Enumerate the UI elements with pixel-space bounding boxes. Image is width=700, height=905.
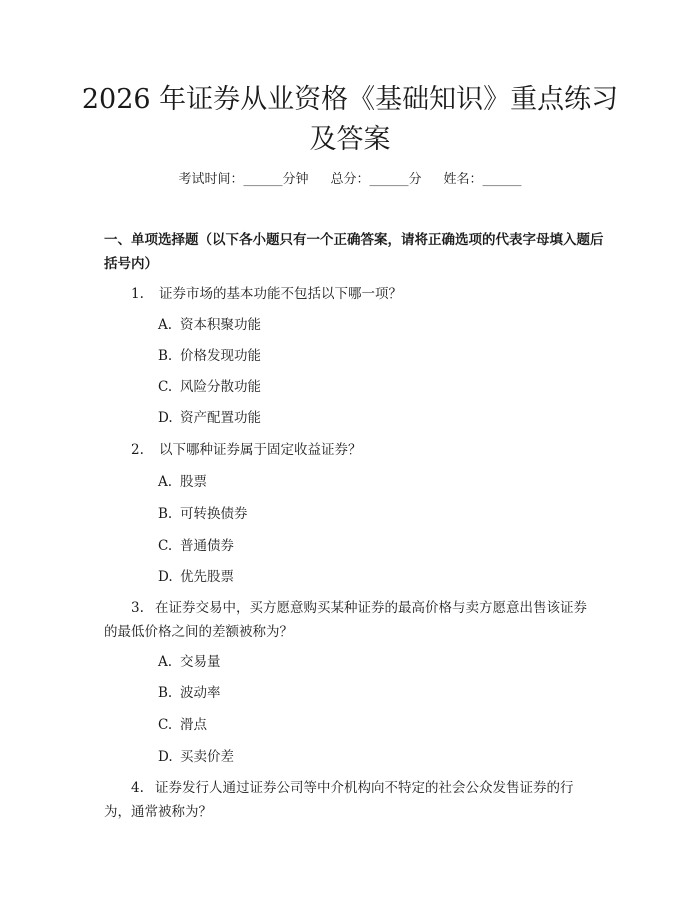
question xyxy=(104,776,594,824)
question-text: 证券市场的基本功能不包括以下哪一项？ xyxy=(159,286,402,302)
option-letter: C. xyxy=(158,379,173,395)
option xyxy=(158,652,221,672)
option-letter: D. xyxy=(158,410,173,426)
exam-time-label: 考试时间：______分钟 xyxy=(178,172,309,187)
option-letter: A. xyxy=(158,474,173,490)
option xyxy=(158,504,248,524)
option xyxy=(158,567,234,587)
option-letter: B. xyxy=(158,348,173,364)
option-letter: C. xyxy=(158,717,173,733)
option-text: 滑点 xyxy=(180,717,207,733)
option xyxy=(158,377,261,397)
total-score-label: 总分：______分 xyxy=(330,172,422,187)
name-label: 姓名：______ xyxy=(443,172,522,187)
option-text: 波动率 xyxy=(180,685,221,701)
question-number: 2. xyxy=(131,442,144,458)
option-text: 股票 xyxy=(180,474,207,490)
option xyxy=(158,747,234,767)
question-text: 以下哪种证券属于固定收益证券？ xyxy=(159,442,362,458)
option-text: 资产配置功能 xyxy=(180,410,261,426)
option-letter: A. xyxy=(158,654,173,670)
section-heading: 一、单项选择题（以下各小题只有一个正确答案，请将正确选项的代表字母填入题后括号内） xyxy=(104,232,604,272)
option-text: 可转换债券 xyxy=(180,506,248,522)
option xyxy=(158,536,234,556)
question-text: 证券发行人通过证券公司等中介机构向不特定的社会公众发售证券的行为，通常被称为？ xyxy=(104,780,574,820)
option-letter: A. xyxy=(158,317,173,333)
option xyxy=(158,346,261,366)
option-text: 优先股票 xyxy=(180,569,234,585)
option xyxy=(158,683,221,703)
option-letter: D. xyxy=(158,749,173,765)
option-text: 资本积聚功能 xyxy=(180,317,261,333)
option-letter: D. xyxy=(158,569,173,585)
question-number: 1. xyxy=(131,286,144,302)
option-letter: B. xyxy=(158,506,173,522)
option-text: 风险分散功能 xyxy=(180,379,261,395)
option xyxy=(158,715,207,735)
question-number: 3. xyxy=(131,600,144,616)
question-number: 4. xyxy=(131,780,144,796)
option-letter: C. xyxy=(158,538,173,554)
option xyxy=(158,408,261,428)
question xyxy=(131,438,601,462)
option-letter: B. xyxy=(158,685,173,701)
question xyxy=(131,282,601,306)
option-text: 普通债券 xyxy=(180,538,234,554)
title-line-1: 2026 年证券从业资格《基础知识》重点练习 xyxy=(81,84,619,115)
option xyxy=(158,315,261,335)
title-line-2: 及答案 xyxy=(309,124,391,155)
exam-meta xyxy=(0,168,700,187)
option-text: 买卖价差 xyxy=(180,749,234,765)
question-text: 在证券交易中，买方愿意购买某种证券的最高价格与卖方愿意出售该证券的最低价格之间的差额被称为？ xyxy=(104,600,587,640)
document-title xyxy=(0,80,700,160)
option xyxy=(158,472,207,492)
option-text: 价格发现功能 xyxy=(180,348,261,364)
question xyxy=(104,596,594,644)
option-text: 交易量 xyxy=(180,654,221,670)
